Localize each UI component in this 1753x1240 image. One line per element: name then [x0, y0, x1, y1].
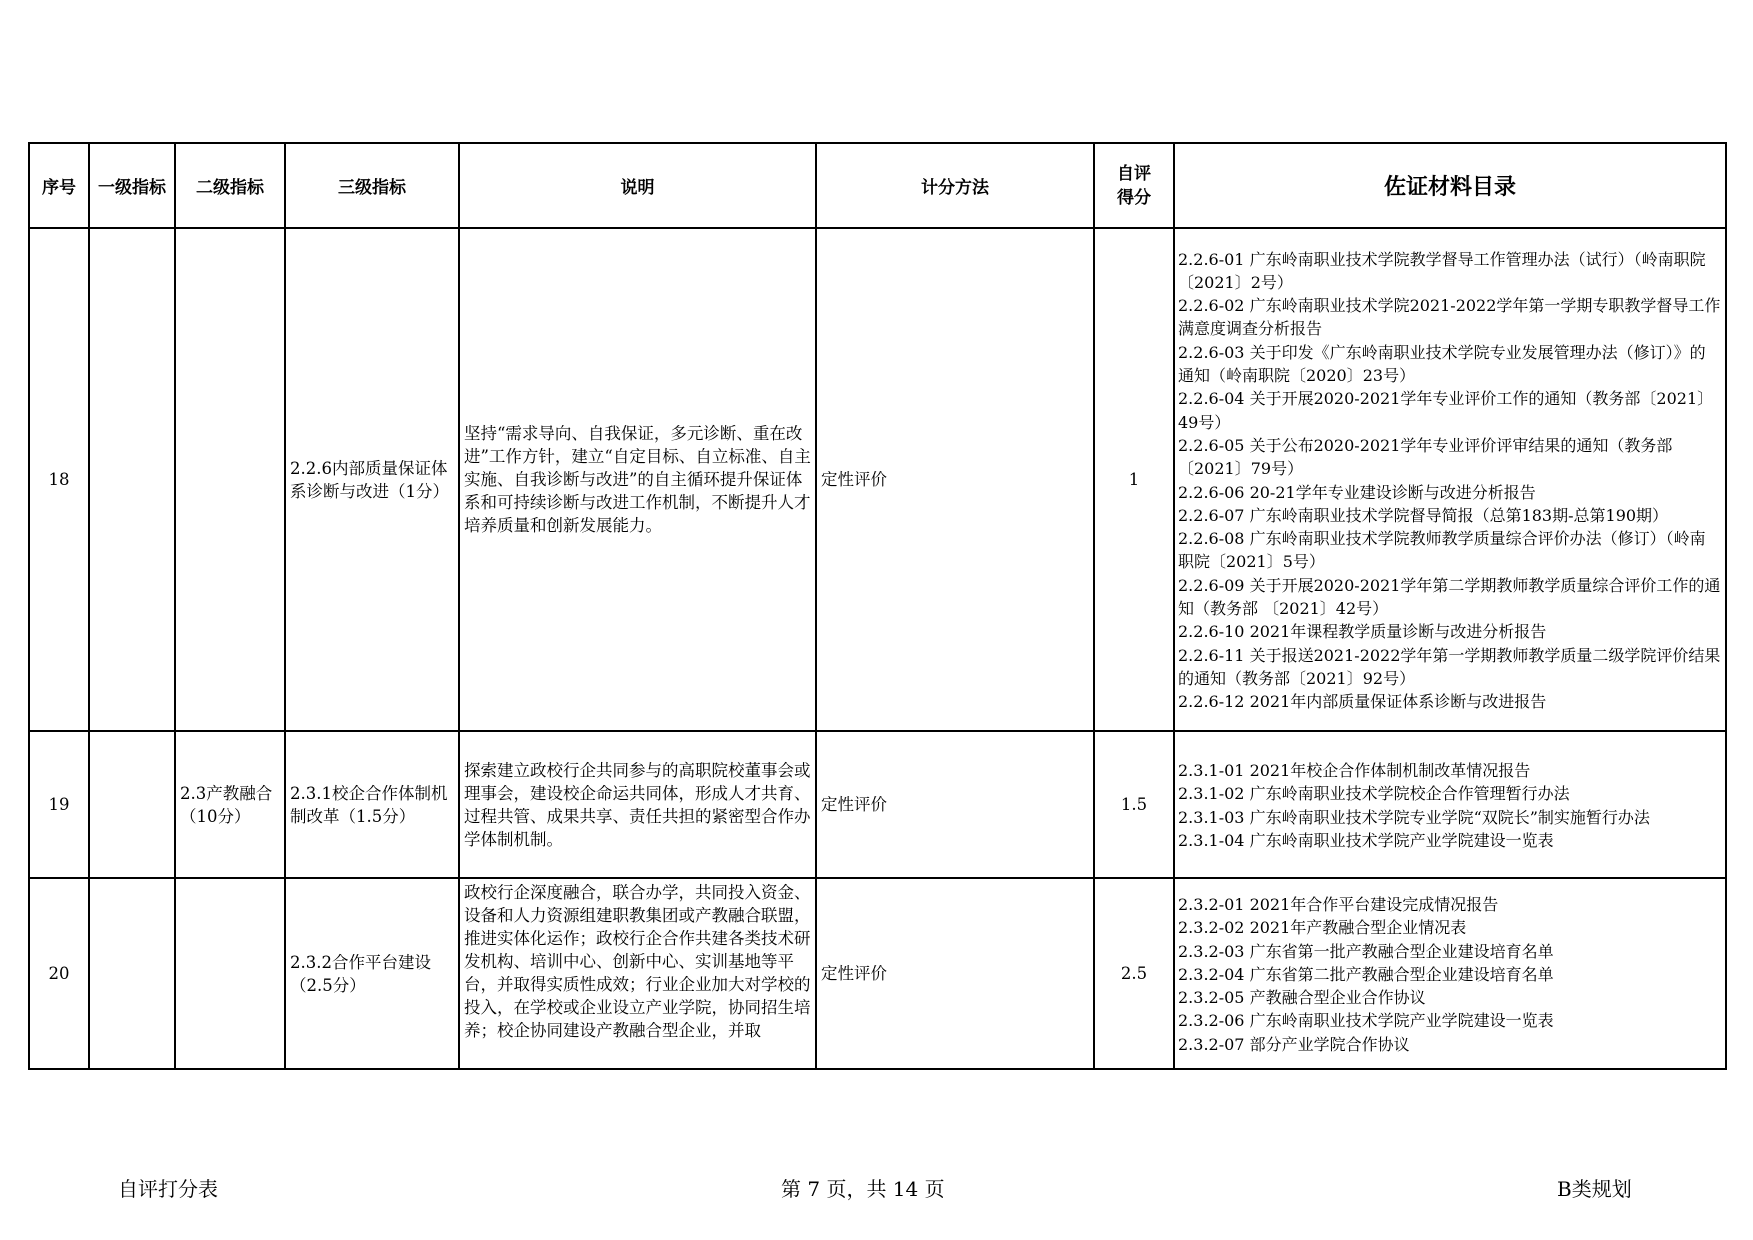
material-item: 2.3.2-07 部分产业学院合作协议 — [1178, 1034, 1410, 1054]
row-desc-text: 政校行企深度融合，联合办学，共同投入资金、设备和人力资源组建职教集团或产教融合联盟，推进实体化运作；政校行企合作共建各类技术研发机构、培训中心、创新中心、实训基地等平台，并取得实质性成效；行业企业加大对学校的投入，在学校或企业设立产业学院，协同招生培养；校企协同建设产教融合型企业，并取 — [464, 883, 811, 1040]
header-level3: 三级指标 — [285, 143, 459, 228]
header-seq: 序号 — [29, 143, 89, 228]
material-item: 2.2.6-10 2021年课程教学质量诊断与改进分析报告 — [1178, 622, 1547, 642]
table-row — [29, 228, 1726, 731]
material-item: 2.3.2-01 2021年合作平台建设完成情况报告 — [1178, 894, 1499, 914]
row-seq: 19 — [29, 731, 89, 878]
material-item: 2.2.6-05 关于公布2020-2021学年专业评价评审结果的通知（教务部〔2021〕79号） — [1178, 435, 1673, 479]
scoring-table — [28, 142, 1727, 1070]
material-item: 2.2.6-03 关于印发《广东岭南职业技术学院专业发展管理办法（修订）》的通知（岭南职院〔2020〕23号） — [1178, 342, 1706, 386]
footer-page-number: 第 7 页，共 14 页 — [781, 1177, 945, 1201]
material-item: 2.3.2-04 广东省第二批产教融合型企业建设培育名单 — [1178, 964, 1554, 984]
row-desc: 坚持“需求导向、自我保证，多元诊断、重在改进”工作方针，建立“自定目标、自立标准、自主实施、自我诊断与改进”的自主循环提升保证体系和可持续诊断与改进工作机制，不断提升人才培养质量和创新发展能力。 — [459, 228, 816, 731]
material-item: 2.2.6-09 关于开展2020-2021学年第二学期教师教学质量综合评价工作的通知（教务部 〔2021〕42号） — [1178, 575, 1721, 618]
row-level2 — [175, 878, 285, 1069]
material-item: 2.3.1-04 广东岭南职业技术学院产业学院建设一览表 — [1178, 830, 1554, 850]
row-score: 2.5 — [1094, 878, 1174, 1069]
header-desc: 说明 — [459, 143, 816, 228]
row-level3: 2.2.6内部质量保证体系诊断与改进（1分） — [285, 228, 459, 731]
material-item: 2.2.6-06 20-21学年专业建设诊断与改进分析报告 — [1178, 482, 1536, 502]
material-item: 2.3.2-05 产教融合型企业合作协议 — [1178, 988, 1426, 1008]
row-materials — [1174, 731, 1726, 878]
material-item: 2.2.6-08 广东岭南职业技术学院教师教学质量综合评价办法（修订）（岭南职院〔2021〕5号） — [1178, 529, 1706, 572]
material-item: 2.3.2-03 广东省第一批产教融合型企业建设培育名单 — [1178, 941, 1554, 961]
row-level2: 2.3产教融合（10分） — [175, 731, 285, 878]
row-level3: 2.3.1校企合作体制机制改革（1.5分） — [285, 731, 459, 878]
material-item: 2.2.6-12 2021年内部质量保证体系诊断与改进报告 — [1178, 692, 1547, 712]
row-materials — [1174, 878, 1726, 1069]
material-item: 2.2.6-11 关于报送2021-2022学年第一学期教师教学质量二级学院评价结果的通知（教务部〔2021〕92号） — [1178, 645, 1721, 688]
material-item: 2.3.1-03 广东岭南职业技术学院专业学院“双院长”制实施暂行办法 — [1178, 807, 1650, 827]
footer-right: B类规划 — [1557, 1177, 1632, 1201]
row-level3: 2.3.2合作平台建设（2.5分） — [285, 878, 459, 1069]
row-level1 — [89, 228, 175, 731]
row-desc: 探索建立政校行企共同参与的高职院校董事会或理事会，建设校企命运共同体，形成人才共育、过程共管、成果共享、责任共担的紧密型合作办学体制机制。 — [459, 731, 816, 878]
material-item: 2.3.1-01 2021年校企合作体制机制改革情况报告 — [1178, 760, 1531, 780]
material-item: 2.3.1-02 广东岭南职业技术学院校企合作管理暂行办法 — [1178, 784, 1570, 804]
row-method: 定性评价 — [816, 228, 1094, 731]
material-item: 2.2.6-07 广东岭南职业技术学院督导简报（总第183期-总第190期） — [1178, 505, 1669, 525]
row-seq: 18 — [29, 228, 89, 731]
table-row — [29, 731, 1726, 878]
header-level2: 二级指标 — [175, 143, 285, 228]
material-item: 2.2.6-04 关于开展2020-2021学年专业评价工作的通知（教务部〔2021〕49号） — [1178, 389, 1714, 432]
header-level1: 一级指标 — [89, 143, 175, 228]
row-level2 — [175, 228, 285, 731]
row-seq: 20 — [29, 878, 89, 1069]
row-score: 1 — [1094, 228, 1174, 731]
material-item: 2.2.6-01 广东岭南职业技术学院教学督导工作管理办法（试行）（岭南职院〔2021〕2号） — [1178, 249, 1706, 292]
material-item: 2.2.6-02 广东岭南职业技术学院2021-2022学年第一学期专职教学督导工作满意度调查分析报告 — [1178, 296, 1721, 339]
header-row — [29, 143, 1726, 228]
header-materials: 佐证材料目录 — [1174, 143, 1726, 228]
row-level1 — [89, 878, 175, 1069]
material-item: 2.3.2-02 2021年产教融合型企业情况表 — [1178, 918, 1467, 938]
row-method: 定性评价 — [816, 731, 1094, 878]
table-row — [29, 878, 1726, 1069]
header-self-score: 自评 得分 — [1094, 143, 1174, 228]
row-score: 1.5 — [1094, 731, 1174, 878]
row-method: 定性评价 — [816, 878, 1094, 1069]
material-item: 2.3.2-06 广东岭南职业技术学院产业学院建设一览表 — [1178, 1011, 1554, 1031]
footer-left: 自评打分表 — [118, 1177, 218, 1201]
row-materials — [1174, 228, 1726, 731]
row-level1 — [89, 731, 175, 878]
row-desc — [459, 878, 816, 1069]
header-method: 计分方法 — [816, 143, 1094, 228]
